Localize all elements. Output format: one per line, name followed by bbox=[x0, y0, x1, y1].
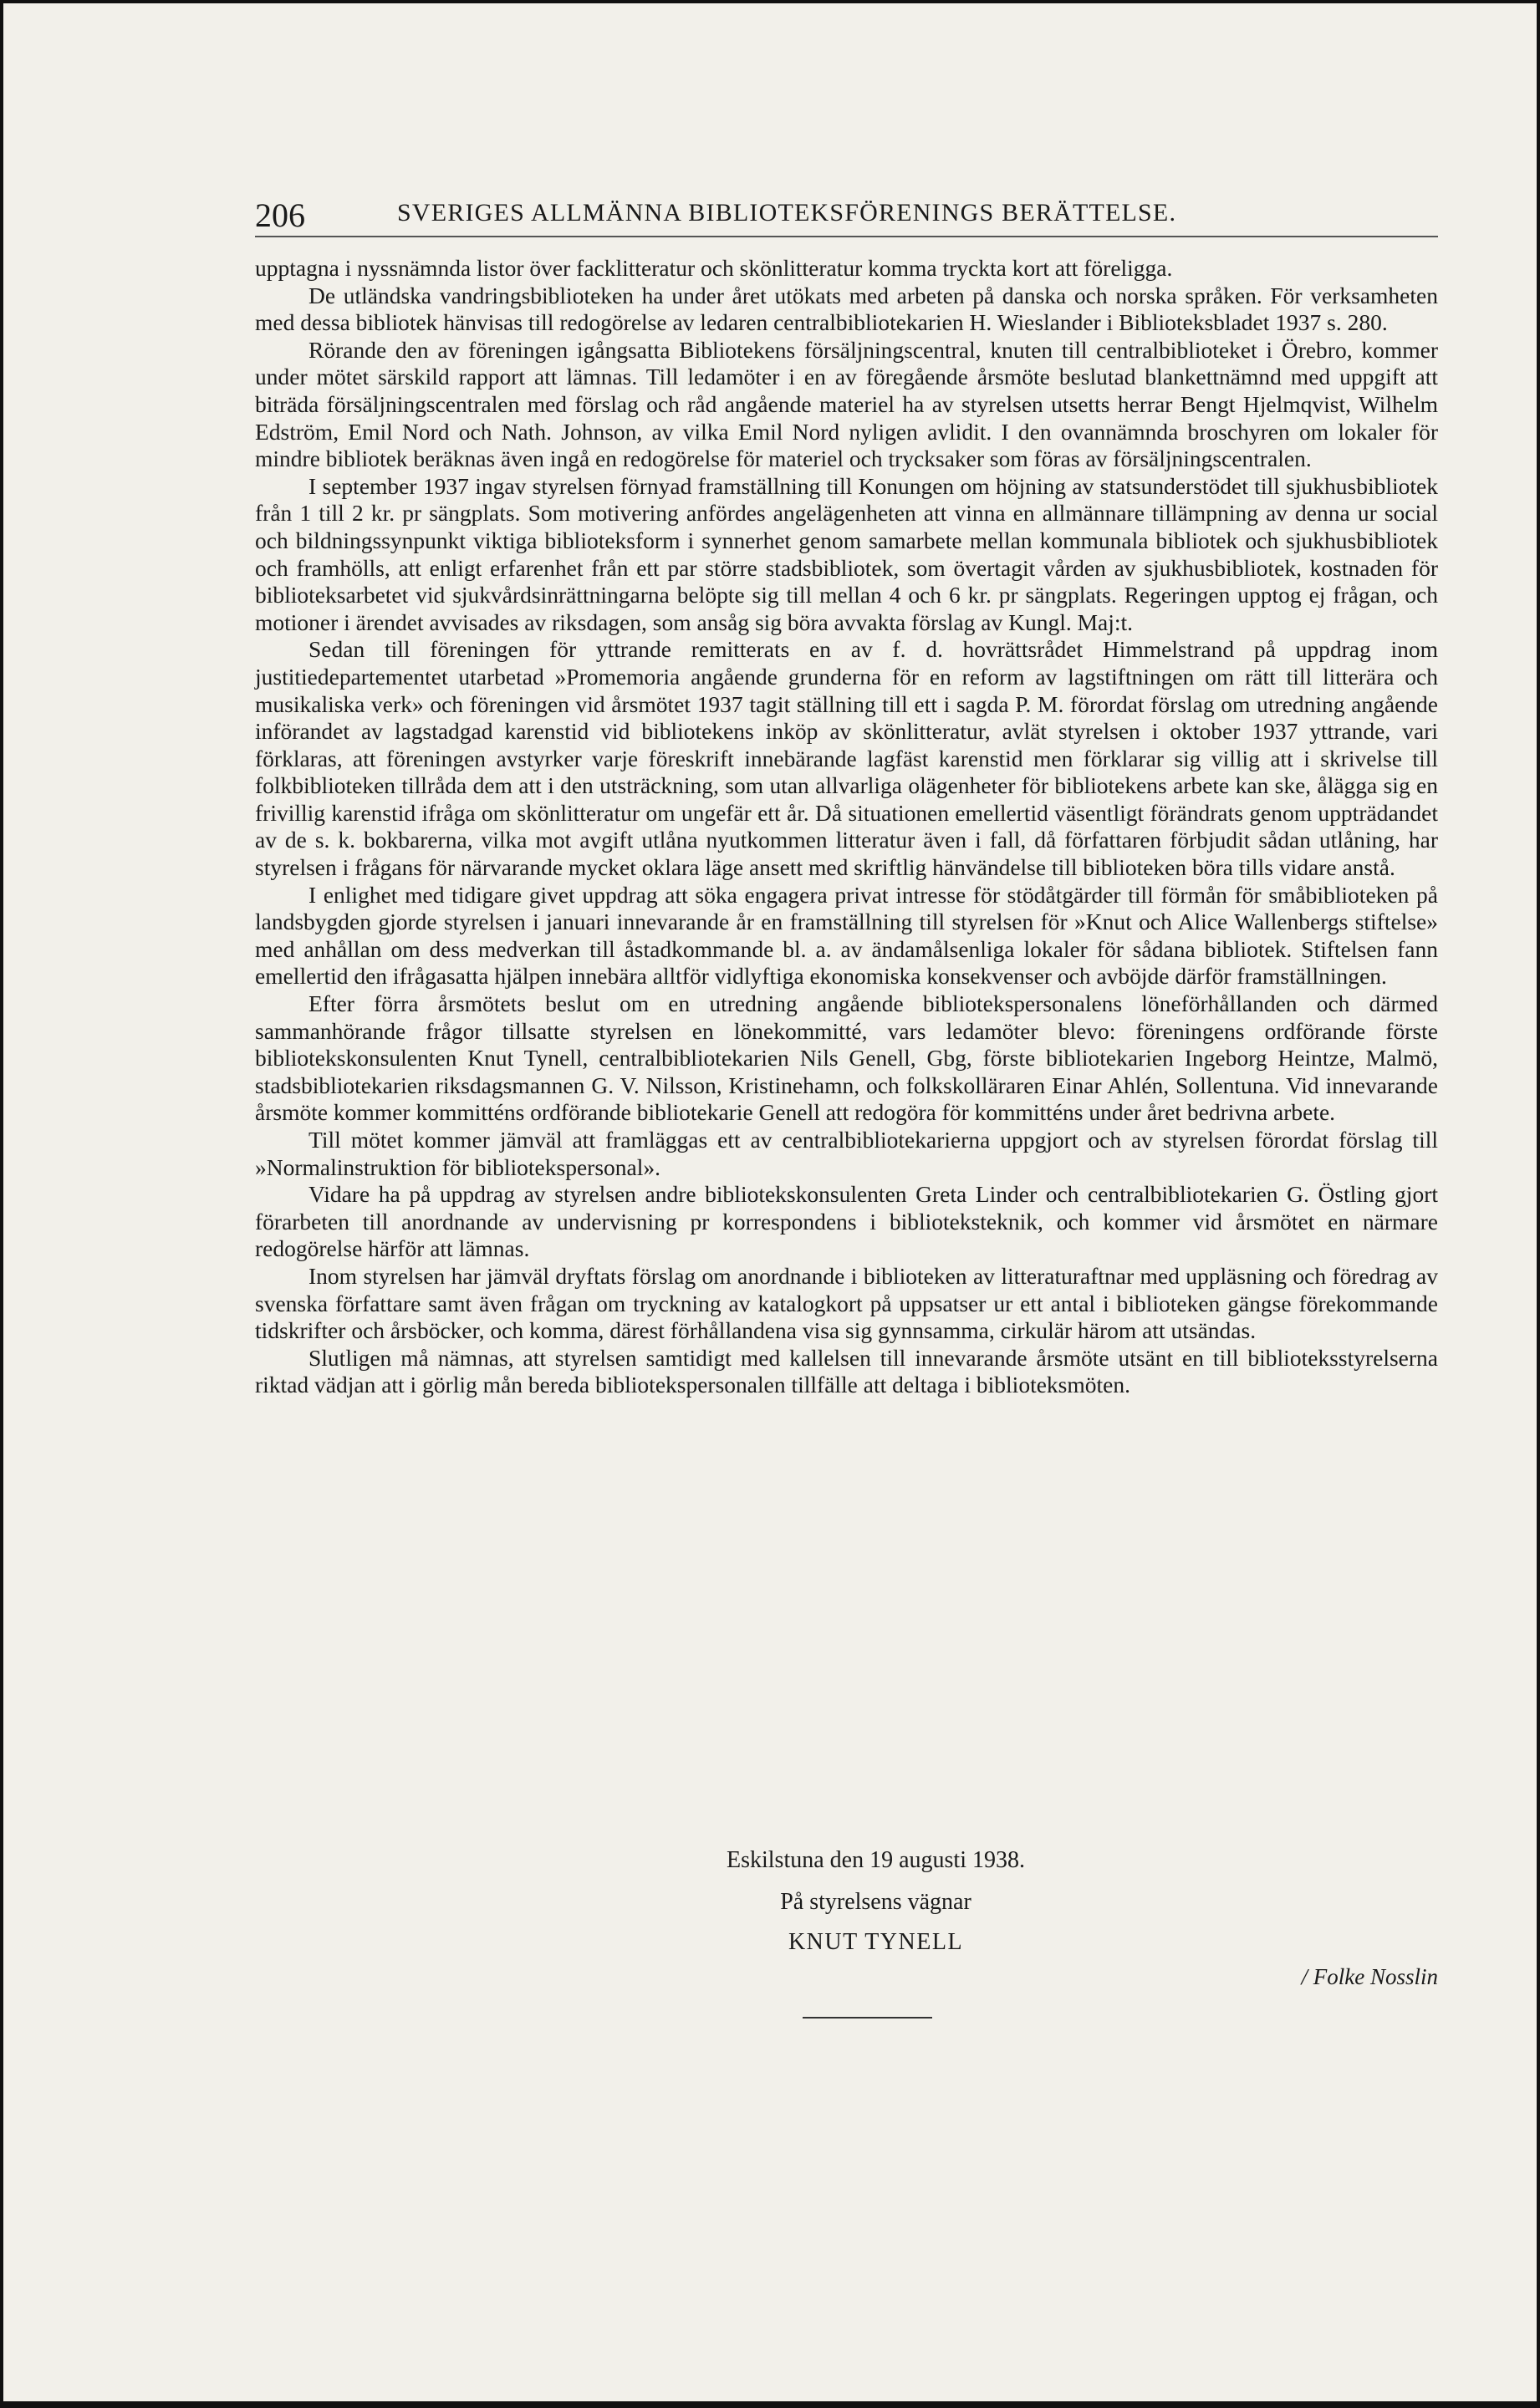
paragraph-wallenberg-foundation: I enlighet med tidigare givet uppdrag att söka engagera privat intresse för stödåtgärder till förmån för småbiblioteken på landsbygden gjorde styrelsen i januari innevarande år en framställning till styrelsen för »Knut och Alice Wallenbergs stiftelse» med anhållan om dess medverkan till åstadkommande bl. a. av ändamålsenliga lokaler för sådana bibliotek. Stiftelsen fann emellertid den ifrågasatta hjälpen innebära alltför vidlyftiga ekonomiska konsekvenser och avböjde därför framställningen. bbox=[255, 881, 1438, 990]
page-header bbox=[255, 191, 1438, 237]
paragraph-correspondence-teaching: Vidare ha på uppdrag av styrelsen andre bibliotekskonsulenten Greta Linder och centralbibliotekarien G. Östling gjort förarbeten till anordnande av undervisning pr korrespondens i biblioteksteknik, och kommer vid årsmötet en närmare redogörelse härför att lämnas. bbox=[255, 1181, 1438, 1262]
paragraph-normal-instruction: Till mötet kommer jämväl att framläggas ett av centralbibliotekarierna uppgjort och av styrelsen förordat förslag till »Normalinstruktion för bibliotekspersonal». bbox=[255, 1127, 1438, 1180]
end-rule-divider bbox=[803, 2017, 932, 2019]
signer-name: KNUT TYNELL bbox=[788, 1929, 964, 1955]
paragraph-salary-committee: Efter förra årsmötets beslut om en utredning angående bibliotekspersonalens löneförhållanden och därmed sammanhörande frågor tillsatte styrelsen en lönekommitté, vars ledamöter blevo: föreningens ordförande förste bibliotekskonsulenten Knut Tynell, centralbibliotekarien Nils Genell, Gbg, förste bibliotekarien Ingeborg Heintze, Malmö, stadsbibliotekarien riksdagsmannen G. V. Nilsson, Kristinehamn, och folkskolläraren Einar Ahlén, Sollentuna. Vid innevarande årsmöte kommer kommitténs ordförande bibliotekarie Genell att redogöra för kommitténs under året bedrivna arbete. bbox=[255, 990, 1438, 1126]
paragraph-literature-evenings: Inom styrelsen har jämväl dryftats förslag om anordnande i biblioteken av litteraturaftnar med uppläsning och föredrag av svenska författare samt även frågan om tryckning av katalogkort på uppsatser ur ett antal i biblioteken gängse förekommande tidskrifter och årsböcker, och komma, därest förhållandena visa sig gynnsamma, cirkulär härom att utsändas. bbox=[255, 1262, 1438, 1344]
countersignature: / Folke Nosslin bbox=[1301, 1964, 1438, 1989]
paragraph-library-meetings: Slutligen må nämnas, att styrelsen samtidigt med kallelsen till innevarande årsmöte utsänt en till biblioteksstyrelserna riktad vädjan att i görlig mån bereda bibliotekspersonalen tillfälle att deltaga i biblioteksmöten. bbox=[255, 1344, 1438, 1398]
paragraph-hospital-libraries: I september 1937 ingav styrelsen förnyad framställning till Konungen om höjning av statsunderstödet till sjukhusbibliotek från 1 till 2 kr. pr sängplats. Som motivering anfördes angelägenheten att vinna en allmännare tillämpning av denna ur social och bildningssynpunkt viktiga biblioteksform i synnerhet genom samarbete mellan kommunala bibliotek och sjukhusbibliotek och framhölls, att enligt erfarenhet från ett par större stadsbibliotek, som övertagit vården av sjukhusbibliotek, kostnaden för biblioteksarbetet vid sjukvårdsinrättningarna belöpte sig till mellan 4 och 6 kr. pr sängplats. Regeringen upptog ej frågan, och motioner i ärendet avvisades av riksdagen, som ansåg sig böra avvakta förslag av Kungl. Maj:t. bbox=[255, 472, 1438, 635]
paragraph-copyright-reform: Sedan till föreningen för yttrande remitterats en av f. d. hovrättsrådet Himmelstrand på uppdrag inom justitiedepartementet utarbetad »Promemoria angående grunderna för en reform av lagstiftningen om rätt till litterära och musikaliska verk» och föreningen vid årsmötet 1937 tagit ställning till ett i sagda P. M. förordat förslag om utredning angående införandet av lagstadgad karenstid vid bibliotekens inköp av skönlitteratur, avlät styrelsen i oktober 1937 yttrande, vari förklaras, att föreningen avstyrker varje föreskrift innebärande lagfäst karenstid men förklarar sig villig att i skrivelse till folkbiblioteken tillråda dem att i den utsträckning, som utan allvarliga olägenheter för bibliotekens arbete kan ske, ålägga sig en frivillig karenstid ifråga om skönlitteratur om ungefär ett år. Då situationen emellertid väsentligt förändrats genom uppträdandet av de s. k. bokbarerna, vilka mot avgift utlåna nyutkommen litteratur även i fall, då författaren förbjudit sådan utlåning, har styrelsen i frågans för närvarande mycket oklara läge ansett med skriftlig hänvändelse till biblioteken böra tills vidare anstå. bbox=[255, 636, 1438, 881]
paragraph-sales-central: Rörande den av föreningen igångsatta Bibliotekens försäljningscentral, knuten till centralbiblioteket i Örebro, kommer under mötet särskild rapport att lämnas. Till ledamöter i en av föregående årsmöte beslutad blankettnämnd med uppgift att biträda försäljningscentralen med förslag och råd angående materiel ha av styrelsen utsetts herrar Bengt Hjelmqvist, Wilhelm Edström, Emil Nord och Nath. Johnson, av vilka Emil Nord nyligen avlidit. I den ovannämnda broschyren om lokaler för mindre bibliotek beräknas även ingå en redogörelse för materiel och trycksaker som föras av försäljningscentralen. bbox=[255, 336, 1438, 472]
paragraph-continuation: upptagna i nyssnämnda listor över facklitteratur och skönlitteratur komma tryckta kort att föreligga. bbox=[255, 255, 1173, 281]
place-date: Eskilstuna den 19 augusti 1938. bbox=[727, 1847, 1025, 1873]
page-number: 206 bbox=[255, 196, 305, 234]
paragraph-traveling-libraries: De utländska vandringsbiblioteken ha under året utökats med arbeten på danska och norska språken. För verksamheten med dessa bibliotek hänvisas till redogörelse av ledaren centralbibliotekarien H. Wieslander i Biblioteksbladet 1937 s. 280. bbox=[255, 282, 1438, 336]
body-text bbox=[255, 255, 1438, 1399]
on-behalf-line: På styrelsens vägnar bbox=[780, 1889, 971, 1915]
running-title: SVERIGES ALLMÄNNA BIBLIOTEKSFÖRENINGS BERÄTTELSE. bbox=[397, 199, 1177, 227]
